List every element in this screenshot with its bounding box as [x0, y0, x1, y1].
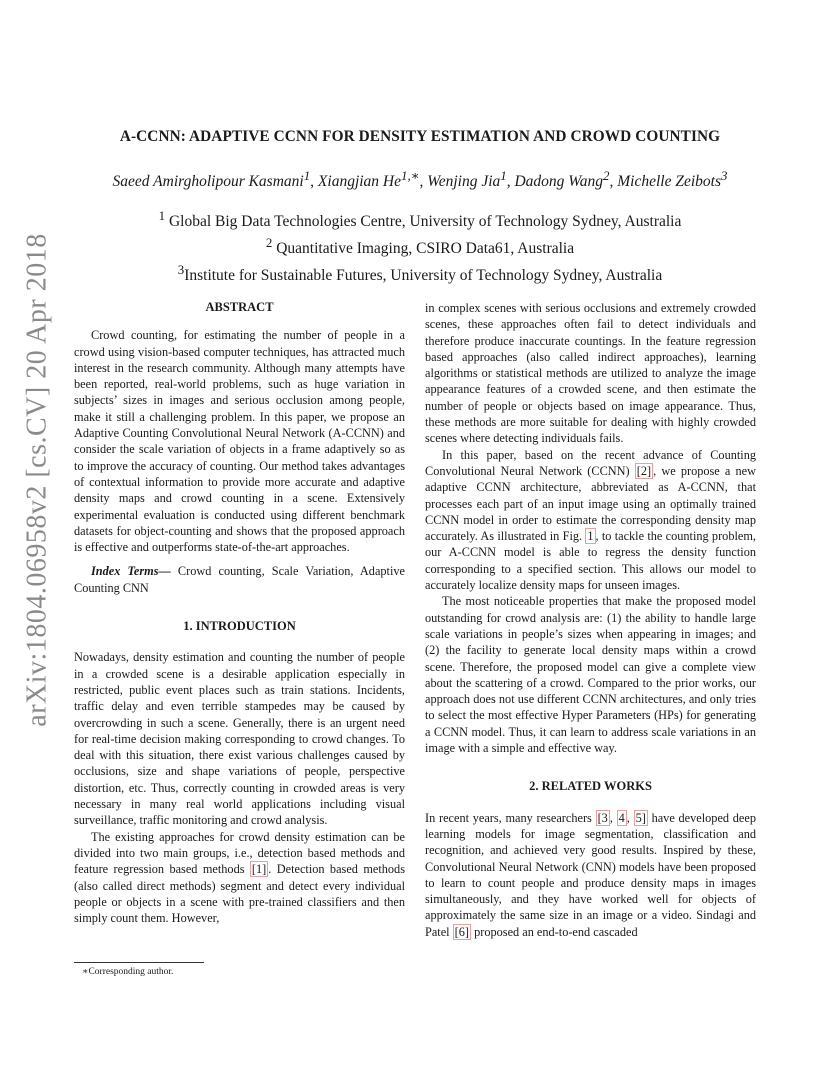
intro-paragraph: in complex scenes with serious occlusions and extremely crowded scenes, these approaches often fail to detect individuals and therefore produce inaccurate countings. In the feature regression based approaches (also called indirect approaches), learning algorithms or statistical methods are utilized to analyze the image appearance features of a crowded scene, and then estimate the number of people or objects based on image appearance. Thus, these methods are more suitable for dealing with highly crowded scenes where detecting individuals fails. — [425, 301, 756, 446]
affiliation — [70, 259, 770, 286]
index-terms-text: Crowd counting, Scale Variation, Adaptive Counting CNN — [74, 564, 406, 595]
text-run: , — [609, 810, 617, 825]
footnote: ∗Corresponding author. — [82, 967, 174, 977]
arxiv-stamp — [16, 233, 60, 727]
affiliation — [70, 232, 770, 259]
affiliation-sup: 1 — [158, 208, 166, 223]
author-sup: 1,∗ — [401, 168, 420, 183]
citation-link[interactable]: [3 — [597, 810, 608, 825]
arxiv-id: arXiv:1804.06958v2 [cs.CV] 20 Apr 2018 — [22, 233, 53, 727]
intro-paragraph: Nowadays, density estimation and counting the number of people in a crowded scene is a desirable application especially in restricted, public event places such as train stations. Incidents, traffic delay and even terrible stampedes may be caused by overcrowding in such a scene. Generally, there is an urgent need for real-time decision making corresponding to crowd changes. To deal with this situation, there exist various challenges caused by occlusions, size and shape variations of people, perspective distortion, etc. Thus, correctly counting in crowded areas is very necessary in many real world applications including visual surveillance, traffic monitoring and crowd analysis. — [74, 650, 405, 828]
affiliation-text: Quantitative Imaging, CSIRO Data61, Australia — [272, 240, 575, 258]
author-sup: 1 — [500, 168, 507, 183]
index-terms — [74, 563, 405, 596]
text-run: In recent years, many researchers — [425, 810, 596, 825]
text-run: , — [626, 810, 634, 825]
intro-paragraph — [74, 829, 405, 927]
intro-paragraph — [425, 447, 756, 594]
left-column — [74, 297, 405, 926]
author: Xiangjian He — [317, 173, 402, 191]
author: Michelle Zeibots — [617, 173, 721, 191]
author: Dadong Wang — [514, 173, 604, 191]
author: Wenjing Jia — [427, 173, 501, 191]
citation-link[interactable]: 4 — [618, 810, 625, 825]
abstract-heading: ABSTRACT — [205, 300, 274, 314]
index-terms-label: Index Terms— — [91, 564, 171, 579]
abstract-text: Crowd counting, for estimating the number of people in a crowd using vision-based computer techniques, has attracted much interest in the research community. Although many attempts have been reported, real-world problems, such as huge variation in subjects’ sizes in images and serious occlusion among people, make it still a challenging problem. In this paper, we propose an Adaptive Counting Convolutional Neural Network (A-CCNN) and consider the scale variation of objects in a frame adaptively so as to improve the accuracy of counting. Our method takes advantages of contextual information to provide more accurate and adaptive density maps and crowd counting in a scene. Extensively experimental evaluation is conducted using different benchmark datasets for object-counting and shows that the proposed approach is effective and outperforms state-of-the-art approaches. — [74, 328, 405, 555]
right-column — [425, 300, 756, 940]
citation-link[interactable]: 5] — [635, 810, 646, 825]
affiliation-text: Institute for Sustainable Futures, University of Technology Sydney, Australia — [184, 267, 663, 285]
text-run: . Detection based methods (also called direct methods) segment and detect every individual people or objects in a scene with pre-trained classifiers and then simply count them. However, — [74, 862, 405, 926]
related-works-heading: 2. RELATED WORKS — [529, 779, 652, 794]
affiliation — [70, 205, 770, 232]
text-run: In this paper, based on the recent advance of Counting Convolutional Neural Network (CCNN) — [425, 447, 756, 478]
author-sup: 2 — [603, 168, 610, 183]
affiliation-sup: 3 — [177, 262, 185, 278]
author-list: Saeed Amirgholipour Kasmani$^1$, Xiangjian $He^{1,∗}$, Wenjing Jia$^1$, Dadong Wang$^2$, Michelle Zeibots$^3$ — [112, 168, 728, 191]
text-run: proposed an end-to-end cascaded — [471, 924, 638, 939]
intro-heading: 1. INTRODUCTION — [183, 619, 296, 634]
author-sup: 1 — [303, 168, 311, 183]
affiliation-sup: 2 — [265, 235, 273, 251]
text-run: , to tackle the counting problem, our A-CCNN model is able to regress the density function corresponding to a specified section. This allows our model to accurately localize density maps for unseen images. — [425, 529, 756, 593]
citation-link[interactable]: [2] — [636, 463, 652, 478]
related-paragraph — [425, 810, 756, 940]
figure-link[interactable]: 1 — [587, 529, 594, 544]
text-run: , we propose a new adaptive CCNN architecture, abbreviated as A-CCNN, that processes each part of an input image using an optimally trained CCNN model in order to estimate the corresponding density map accurately. As illustrated in Fig. — [425, 463, 756, 544]
affiliations — [70, 205, 770, 286]
author-sup: 3 — [720, 168, 728, 183]
paper-title: A-CCNN: ADAPTIVE CCNN FOR DENSITY ESTIMATION AND CROWD COUNTING — [119, 128, 721, 145]
text-run: have developed deep learning models for image segmentation, classification and recognition, and achieved very good results. Inspired by these, Convolutional Neural Network (CNN) models have been proposed to learn to count people and produce density maps in images simultaneously, and they have worked well for objects of approximately the same size in an image or a video. Sindagi and Patel — [425, 810, 756, 939]
text-run: The existing approaches for crowd density estimation can be divided into two main groups, i.e., detection based methods and feature regression based methods — [74, 829, 405, 877]
author: Saeed Amirgholipour Kasmani — [112, 173, 304, 191]
intro-paragraph: The most noticeable properties that make the proposed model outstanding for crowd analysis are: (1) the ability to handle large scale variations in people’s sizes when appearing in images; and (2) the facility to generate local density maps within a crowd scene. Therefore, the proposed model can give a complete view about the scattering of a crowd. Compared to the prior works, our approach does not use different CCNN architectures, and only tries to select the most effective Hyper Parameters (HPs) for generating a CCNN model. Thus, it can learn to address scale variations in an image with a simple and effective way. — [425, 594, 756, 756]
affiliation-text: Global Big Data Technologies Centre, University of Technology Sydney, Australia — [165, 213, 682, 231]
citation-link[interactable]: [1] — [251, 862, 267, 877]
footnote-rule — [74, 962, 204, 963]
citation-link[interactable]: [6] — [454, 924, 470, 939]
